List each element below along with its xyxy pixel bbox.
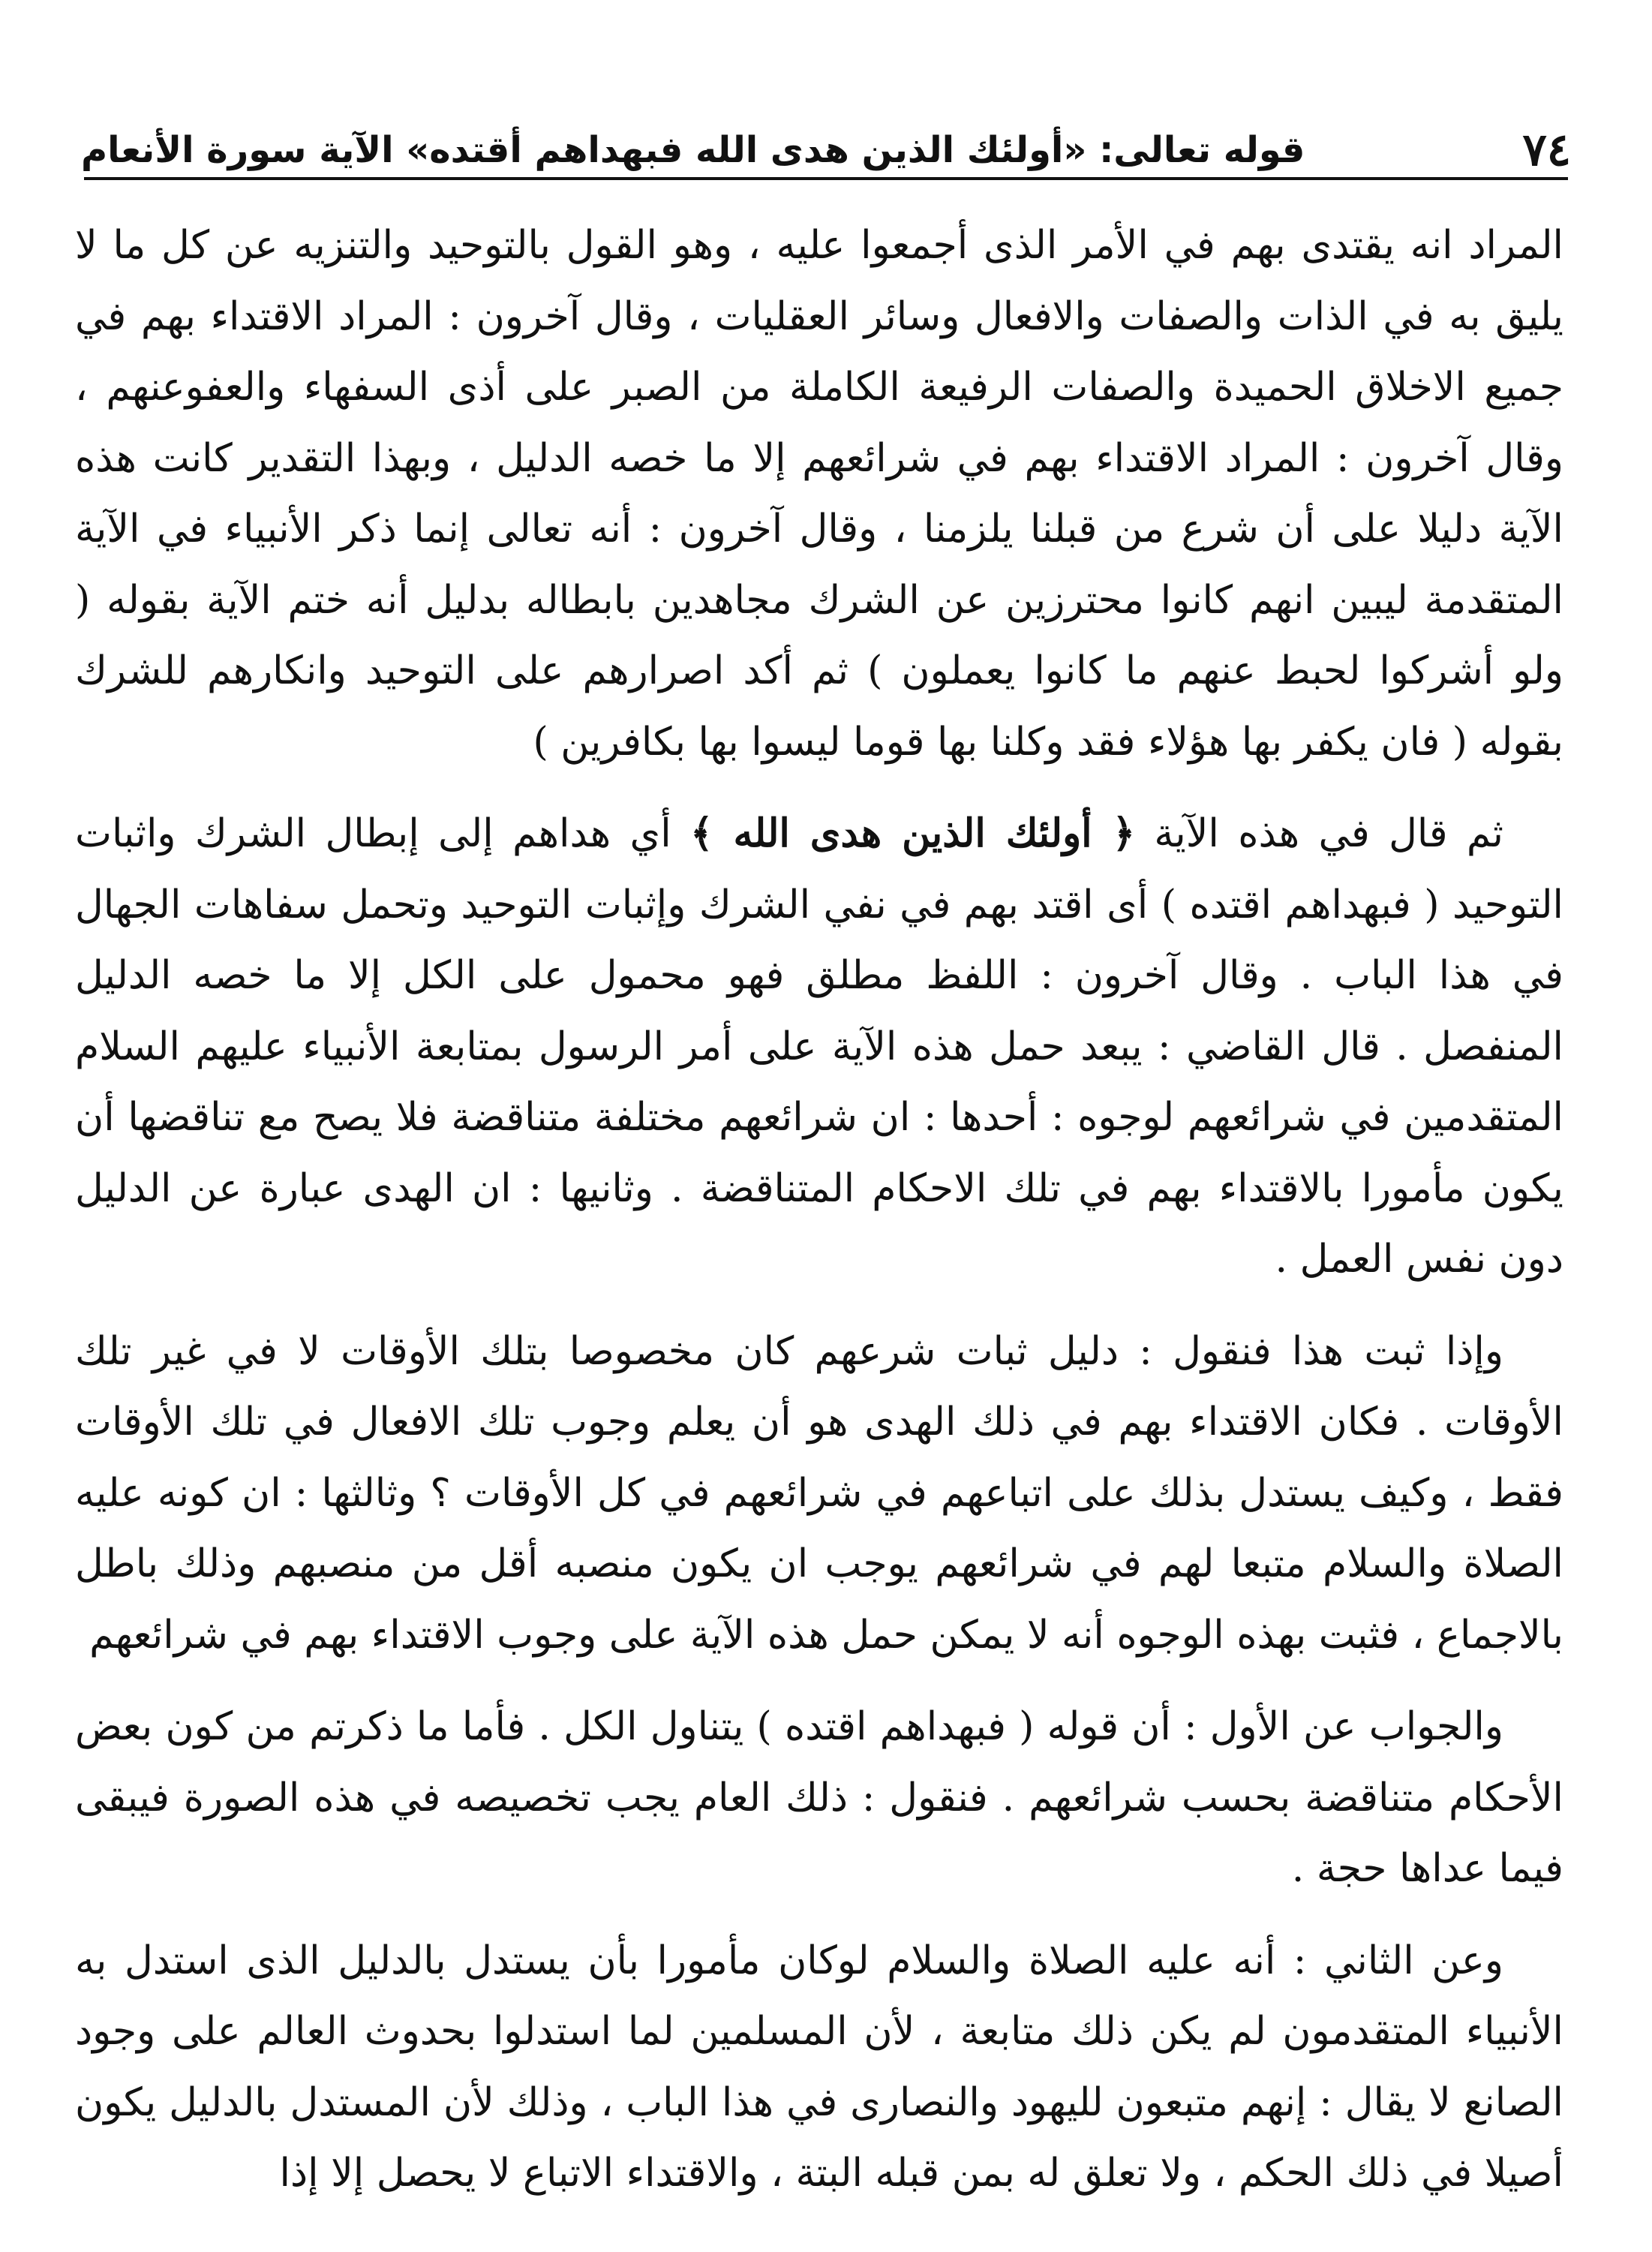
- paragraph-2: [75, 798, 1563, 1295]
- paragraph-2-rest: أي هداهم إلى إبطال الشرك واثبات التوحيد ( فبهداهم اقتده ) أى اقتد بهم في نفي الشرك وإثبات التوحيد وتحمل سفاهات الجهال في هذا الباب . وقال آخرون : اللفظ مطلق فهو محمول على الكل إلا ما خصه الدليل المنفصل . قال القاضي : يبعد حمل هذه الآية على أمر الرسول بمتابعة الأنبياء عليهم السلام المتقدمين في شرائعهم لوجوه : أحدها : ان شرائعهم مختلفة متناقضة فلا يصح مع تناقضها أن يكون مأمورا بالاقتداء بهم في تلك الاحكام المتناقضة . وثانيها : ان الهدى عبارة عن الدليل دون نفس العمل .: [75, 811, 1563, 1282]
- paragraph-2-lead: ثم قال في هذه الآية: [1154, 811, 1504, 856]
- body-text: [75, 210, 1563, 2209]
- paragraph-4: والجواب عن الأول : أن قوله ( فبهداهم اقتده ) يتناول الكل . فأما ما ذكرتم من كون بعض الأحكام متناقضة بحسب شرائعهم . فنقول : ذلك العام يجب تخصيصه في هذه الصورة فيبقى فيما عداها حجة .: [75, 1704, 1563, 1891]
- paragraph-3: وإذا ثبت هذا فنقول : دليل ثبات شرعهم كان مخصوصا بتلك الأوقات لا في غير تلك الأوقات . فكان الاقتداء بهم في ذلك الهدى هو أن يعلم وجوب تلك الافعال في تلك الأوقات فقط ، وكيف يستدل بذلك على اتباعهم في شرائعهم في كل الأوقات ؟ وثالثها : ان كونه عليه الصلاة والسلام متبعا لهم في شرائعهم يوجب ان يكون منصبه أقل من منصبهم وذلك باطل بالاجماع ، فثبت بهذه الوجوه أنه لا يمكن حمل هذه الآية على وجوب الاقتداء بهم في شرائعهم: [75, 1328, 1563, 1658]
- running-title: قوله تعالى: «أولئك الذين هدى الله فبهداهم أقتده» الآية سورة الأنعام: [81, 129, 1305, 172]
- quranic-quote: ﴿ أولئك الذين هدى الله ﴾: [690, 810, 1136, 856]
- paragraph-1: المراد انه يقتدى بهم في الأمر الذى أجمعوا عليه ، وهو القول بالتوحيد والتنزيه عن كل ما لا يليق به في الذات والصفات والافعال وسائر العقليات ، وقال آخرون : المراد الاقتداء بهم في جميع الاخلاق الحميدة والصفات الرفيعة الكاملة من الصبر على أذى السفهاء والعفوعنهم ، وقال آخرون : المراد الاقتداء بهم في شرائعهم إلا ما خصه الدليل ، وبهذا التقدير كانت هذه الآية دليلا على أن شرع من قبلنا يلزمنا ، وقال آخرون : أنه تعالى إنما ذكر الأنبياء في الآية المتقدمة ليبين انهم كانوا محترزين عن الشرك مجاهدين بابطاله بدليل أنه ختم الآية بقوله ( ولو أشركوا لحبط عنهم ما كانوا يعملون ) ثم أكد اصرارهم على التوحيد وانكارهم للشرك بقوله ( فان يكفر بها هؤلاء فقد وكلنا بها قوما ليسوا بها بكافرين ): [75, 223, 1563, 765]
- paragraph-5: وعن الثاني : أنه عليه الصلاة والسلام لوكان مأمورا بأن يستدل بالدليل الذى استدل به الأنبياء المتقدمون لم يكن ذلك متابعة ، لأن المسلمين لما استدلوا بحدوث العالم على وجود الصانع لا يقال : إنهم متبعون لليهود والنصارى في هذا الباب ، وذلك لأن المستدل بالدليل يكون أصيلا في ذلك الحكم ، ولا تعلق له بمن قبله البتة ، والاقتداء الاتباع لا يحصل إلا إذا: [75, 1938, 1563, 2196]
- header-divider: [84, 177, 1568, 180]
- running-head: [81, 98, 1571, 176]
- page-number: ٧٤: [1522, 124, 1571, 176]
